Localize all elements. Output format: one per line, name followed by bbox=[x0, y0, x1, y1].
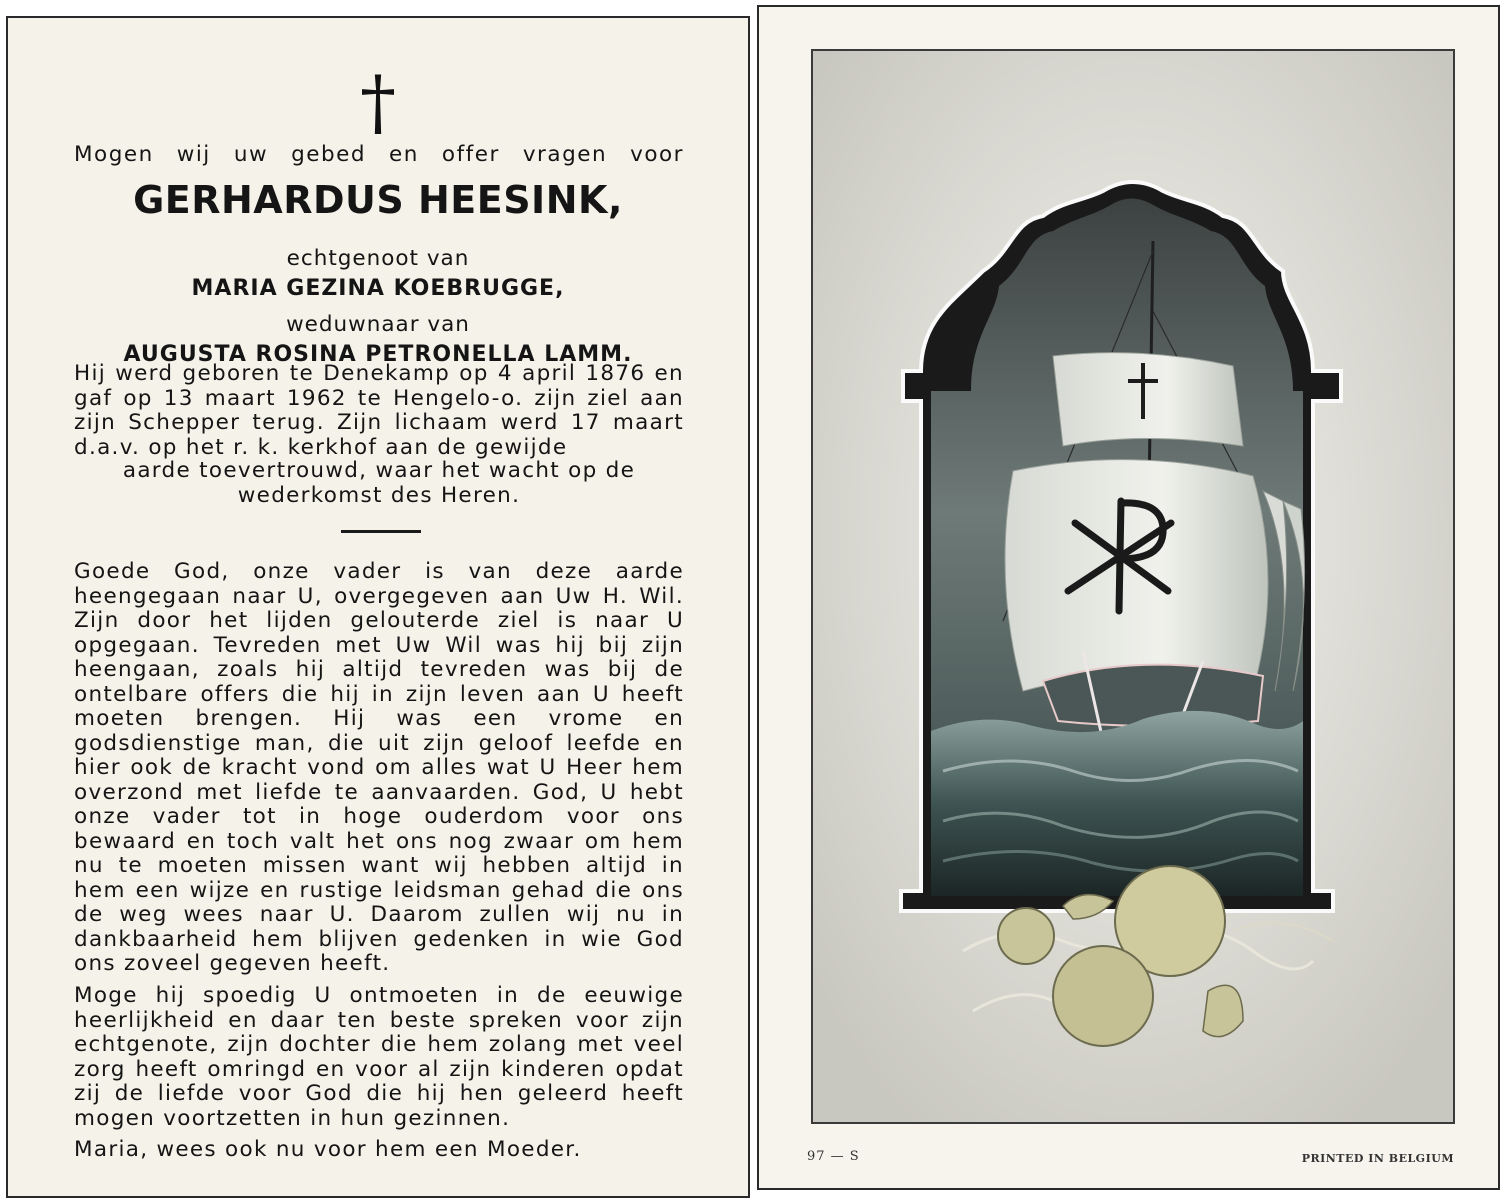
relation-widower: weduwnaar van bbox=[286, 312, 470, 337]
biography-text: Hij werd geboren te Denekamp op 4 april 1876 en gaf op 13 maart 1962 te Hengelo-o. zijn ziel aan zijn Schepper terug. Zijn lichaam werd 17 maart d.a.v. op het r. k. kerkhof aan de gewijde bbox=[74, 361, 684, 460]
ship-illustration bbox=[813, 51, 1453, 1122]
prayer-paragraph-2: Moge hij spoedig U ontmoeten in de eeuwige heerlijkheid en daar ten beste spreken voor zijn echtgenote, zijn dochter die hem zolang met veel zorg heeft omringd en voor al zijn kinderen opdat zij de liefde voor God die hij hen geleerd heeft mogen voortzetten in hun gezinnen. bbox=[74, 983, 684, 1131]
divider bbox=[341, 530, 421, 533]
closing-invocation: Maria, wees ook nu voor hem een Moeder. bbox=[74, 1137, 582, 1162]
biography-line-resurrection: wederkomst des Heren. bbox=[237, 483, 521, 508]
image-frame bbox=[811, 49, 1455, 1124]
cross-icon: † bbox=[360, 60, 396, 144]
spouse-name-1: MARIA GEZINA KOEBRUGGE, bbox=[191, 276, 565, 301]
intro-line: Mogen wij uw gebed en offer vragen voor bbox=[74, 142, 684, 167]
devotional-image-card bbox=[757, 5, 1500, 1190]
printed-notice: PRINTED IN BELGIUM bbox=[1301, 1152, 1454, 1165]
deceased-name: GERHARDUS HEESINK, bbox=[133, 178, 623, 222]
card-code: 97 — S bbox=[807, 1149, 860, 1164]
spouse-name-2: AUGUSTA ROSINA PETRONELLA LAMM. bbox=[123, 342, 633, 367]
biography-line-burial: aarde toevertrouwd, waar het wacht op de bbox=[122, 458, 636, 483]
prayer-paragraph-1: Goede God, onze vader is van deze aarde heengegaan naar U, overgegeven aan Uw H. Wil. Zijn door het lijden gelouterde ziel is naar U opgegaan. Tevreden met Uw Wil was hij bij zijn heengaan, zoals hij altijd tevreden was bij de ontelbare offers die hij in zijn leven aan U heeft moeten brengen. Hij was een vrome en godsdienstige man, die uit zijn geloof leefde en hier ook de kracht vond om alles wat U Heer hem overzond met liefde te aanvaarden. God, U hebt onze vader tot in hoge ouderdom voor ons bewaard en toch valt het ons nog zwaar om hem nu te moeten missen want wij hebben altijd in hem een wijze en rustige leidsman gehad die ons de weg wees naar U. Daarom zullen wij nu in dankbaarheid hem blijven gedenken in wie God ons zoveel gegeven heeft. bbox=[74, 559, 684, 976]
top-sail bbox=[1053, 353, 1243, 446]
main-sail bbox=[1005, 460, 1268, 691]
relation-husband: echtgenoot van bbox=[286, 246, 470, 271]
memorial-text-card bbox=[6, 16, 750, 1198]
